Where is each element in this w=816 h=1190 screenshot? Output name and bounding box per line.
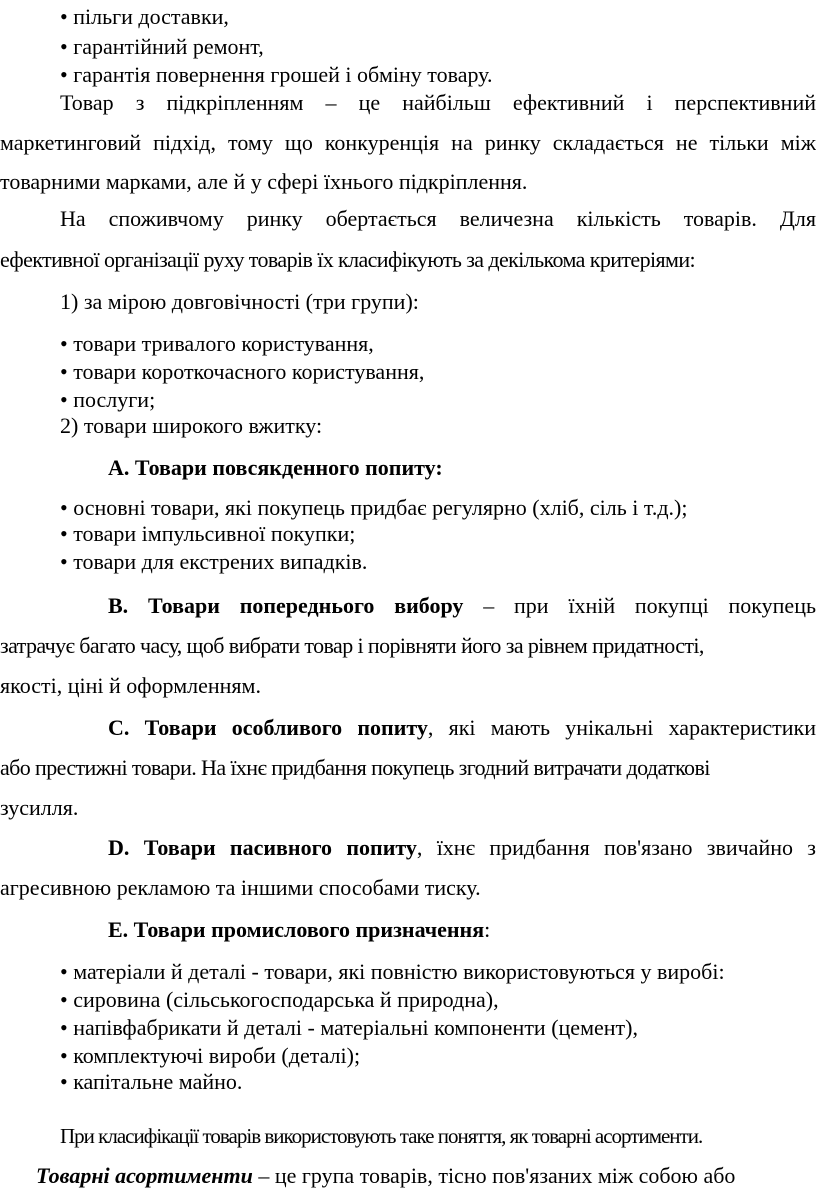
section-b-rest: – при їхній покупці покупець: [463, 593, 816, 618]
section-title: [108, 455, 443, 481]
paragraph-line: або престижні товари. На їхнє придбання покупець згодний витрачати додаткові: [0, 755, 710, 780]
paragraph-line: затрачує багато часу, щоб вибрати товар і порівняти його за рівнем придатності,: [0, 633, 704, 658]
paragraph-line: зусилля.: [0, 795, 79, 820]
section-c-title: C. Товари особливого попиту: [108, 715, 428, 740]
list-item: • сировина (сільськогосподарська й природна),: [60, 987, 499, 1012]
paragraph-line: ефективної організації руху товарів їх класифікують за декількома критеріями:: [0, 247, 696, 272]
section-b-title: B. Товари попереднього вибору: [108, 593, 464, 618]
paragraph-line: [0, 715, 816, 741]
section-c-rest: , які мають унікальні характеристики: [427, 715, 816, 740]
section-d-title: D. Товари пасивного попиту: [108, 835, 417, 860]
paragraph-line: При класифікації товарів використовують таке поняття, як товарні асортименти.: [60, 1124, 703, 1148]
assortment-term: Товарні асортименти: [36, 1163, 253, 1188]
section-e-colon: :: [484, 917, 491, 942]
paragraph-line: На споживчому ринку обертається величезна кількість товарів. Для: [60, 206, 816, 231]
list-item: • пільги доставки,: [60, 4, 229, 29]
list-item: • послуги;: [60, 387, 156, 412]
paragraph-line: якості, ціні й оформленням.: [0, 673, 261, 698]
list-item: • товари імпульсивної покупки;: [60, 521, 356, 546]
list-item: • напівфабрикати й деталі - матеріальні компоненти (цемент),: [60, 1015, 638, 1040]
list-item: • матеріали й деталі - товари, які повністю використовуються у виробі:: [60, 959, 725, 984]
assortment-rest: – це група товарів, тісно пов'язаних між собою або: [252, 1163, 736, 1188]
section-a-title: A. Товари повсякденного попиту:: [108, 455, 443, 480]
paragraph-line: маркетинговий підхід, тому що конкуренція на ринку складається не тільки між: [0, 130, 816, 155]
list-item: • товари тривалого користування,: [60, 331, 374, 356]
paragraph-line: [0, 835, 816, 861]
list-item: • основні товари, які покупець придбає регулярно (хліб, сіль і т.д.);: [60, 495, 688, 520]
section-title: [108, 917, 490, 943]
list-item: • капітальне майно.: [60, 1069, 243, 1094]
paragraph-line: Товар з підкріпленням – це найбільш ефективний і перспективний: [60, 90, 816, 115]
list-item: • гарантія повернення грошей і обміну товару.: [60, 62, 493, 87]
paragraph-line: товарними марками, але й у сфері їхнього підкріплення.: [0, 169, 528, 194]
list-item: • гарантійний ремонт,: [60, 34, 264, 59]
list-item: • товари для екстрених випадків.: [60, 549, 368, 574]
paragraph-line: [0, 593, 816, 619]
paragraph-line: [36, 1163, 735, 1189]
list-heading: 2) товари широкого вжитку:: [60, 413, 323, 438]
list-item: • комплектуючі вироби (деталі);: [60, 1043, 361, 1068]
list-item: • товари короткочасного користування,: [60, 359, 425, 384]
section-e-title: E. Товари промислового призначення: [108, 917, 485, 942]
paragraph-line: агресивною рекламою та іншими способами тиску.: [0, 875, 481, 900]
section-d-rest: , їхнє придбання пов'язано звичайно з: [416, 835, 816, 860]
list-heading: 1) за мірою довговічності (три групи):: [60, 289, 419, 314]
